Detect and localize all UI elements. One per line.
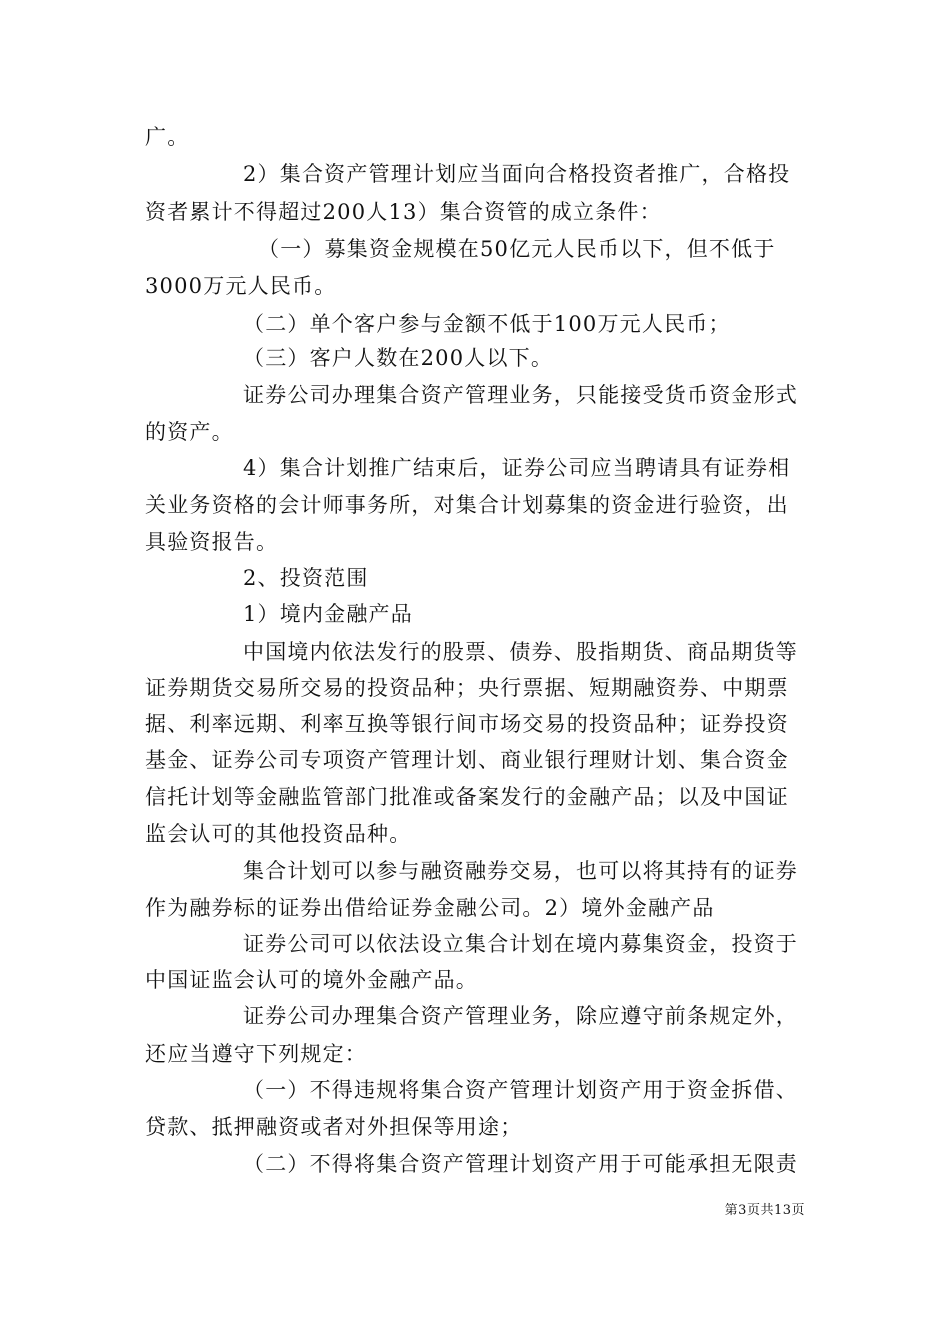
body-line-10: 4）集合计划推广结束后，证券公司应当聘请具有证券相 [243,456,791,480]
body-line-23: 证券公司可以依法设立集合计划在境内募集资金，投资于 [243,932,798,956]
body-line-24: 中国证监会认可的境外金融产品。 [145,968,478,992]
body-line-26: 还应当遵守下列规定： [145,1042,367,1066]
body-line-12: 具验资报告。 [145,530,279,554]
body-line-19: 信托计划等金融监管部门批准或备案发行的金融产品；以及中国证 [145,785,789,809]
body-line-1: 广。 [145,125,190,149]
body-line-2: 2）集合资产管理计划应当面向合格投资者推广，合格投 [243,162,791,186]
body-line-29: （二）不得将集合资产管理计划资产用于可能承担无限责 [243,1152,798,1176]
body-line-8: 证券公司办理集合资产管理业务，只能接受货币资金形式 [243,383,798,407]
body-line-25: 证券公司办理集合资产管理业务，除应遵守前条规定外， [243,1004,798,1028]
body-line-5: 3000万元人民币。 [145,274,337,298]
body-line-17: 据、利率远期、利率互换等银行间市场交易的投资品种；证券投资 [145,712,789,736]
body-line-7: （三）客户人数在200人以下。 [243,346,554,370]
body-line-4: （一）募集资金规模在50亿元人民币以下，但不低于 [258,237,776,261]
body-line-13: 2、投资范围 [243,566,369,590]
body-line-18: 基金、证券公司专项资产管理计划、商业银行理财计划、集合资金 [145,748,789,772]
page-number-footer: 第3页共13页 [724,1203,805,1218]
body-line-28: 贷款、抵押融资或者对外担保等用途； [145,1115,523,1139]
body-line-20: 监会认可的其他投资品种。 [145,822,412,846]
body-line-21: 集合计划可以参与融资融券交易，也可以将其持有的证券 [243,859,798,883]
body-line-15: 中国境内依法发行的股票、债券、股指期货、商品期货等 [243,640,798,664]
body-line-3: 资者累计不得超过200人13）集合资管的成立条件： [145,200,662,224]
body-line-14: 1）境内金融产品 [243,602,413,626]
body-line-16: 证券期货交易所交易的投资品种；央行票据、短期融资券、中期票 [145,676,789,700]
body-line-6: （二）单个客户参与金额不低于100万元人民币； [243,312,731,336]
body-line-9: 的资产。 [145,420,234,444]
body-line-22: 作为融券标的证券出借给证券金融公司。2）境外金融产品 [145,896,715,920]
body-line-27: （一）不得违规将集合资产管理计划资产用于资金拆借、 [243,1078,798,1102]
body-line-11: 关业务资格的会计师事务所，对集合计划募集的资金进行验资，出 [145,493,789,517]
